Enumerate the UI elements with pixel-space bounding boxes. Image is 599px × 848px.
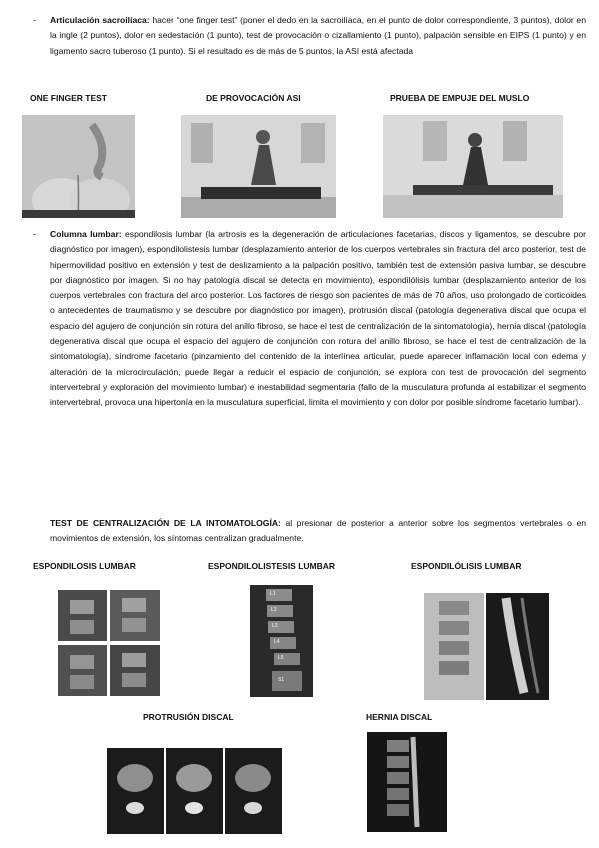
photo-empuje-muslo bbox=[383, 115, 563, 218]
vertebra-label-l5: L5 bbox=[278, 655, 284, 661]
caption-espondilolistesis: ESPONDILOLISTESIS LUMBAR bbox=[208, 561, 336, 571]
caption-protrusion-discal: PROTRUSIÓN DISCAL bbox=[143, 712, 234, 722]
centralization-lead: TEST DE CENTRALIZACIÓN DE LA INTOMATOLOGÍA: bbox=[50, 518, 281, 528]
bullet-dash: - bbox=[33, 229, 36, 239]
mri-protrusion-discal bbox=[107, 748, 282, 834]
lumbar-text: espondilosis lumbar (la artrosis es la degeneración de articulaciones facetarias, discos y ligamentos, se descubre por diagnóstico por imagen), espondilolistesis lumbar (desplazamiento anterior de los cuerpos vertebrales sin fractura del arco posterior, test de hipermovilidad positivo en extensión y test de deslizamiento a la palpación positivo, también test de extensión pasiva lumbar, se descubre por diagnóstico por imagen. Si no hay patología discal se detecta en movimiento), espondilólisis lumbar (desplazamiento anterior de los cuerpos vertebrales con fractura del arco posterior. Los factores de riesgo son pacientes de más de 70 años, uso prolongado de corticoides o antecedentes de traumatismo y se descubre por diagnóstico por imagen), protrusión discal (patología degenerativa discal que ocupa el espacio del agujero de conjunción sin rotura del anillo fibroso, se hace el test de centralización de la sintomatología), hernia discal (patología degenerativa discal que ocupa el espacio del agujero de conjunción con rotura del anillo fibroso, se hace el test de centralización de la sintomatología), síndrome facetario (pinzamiento del contenido de la interlínea articular, puede aparecer inflamación local con edema y alteración de la microcirculación, puede llegar a reducir el espacio de conjunción, se explora con test de provocación del segmento intervertebral y exploración del movimiento lumbar) e inestabilidad segmentaria (fallo de la musculatura profunda al estabilizar el segmento intervertebral, provoca una hipertonía en la musculatura superficial, limita el movimiento y con dolor por posible síndrome facetario lumbar). bbox=[50, 229, 586, 408]
photo-one-finger-test bbox=[22, 115, 135, 218]
caption-espondilosis: ESPONDILOSIS LUMBAR bbox=[33, 561, 136, 571]
xray-espondilosis bbox=[58, 590, 160, 696]
lumbar-paragraph bbox=[50, 227, 586, 411]
sacroiliac-text: hacer “one finger test” (poner el dedo en la sacroilíaca, en el punto de dolor correspondiente, 3 puntos), dolor en la ingle (2 puntos), dolor en sedestación (1 punto), test de provocación o cizallamiento (1 punto), palpación sensible en EIPS (1 punto) y en ligamento sacro tuberoso (1 punto). Si el resultado es de más de 5 puntos, la ASI está afectada bbox=[50, 15, 586, 56]
vertebra-label-l2: L2 bbox=[271, 607, 277, 613]
caption-empuje-muslo: PRUEBA DE EMPUJE DEL MUSLO bbox=[390, 93, 530, 103]
bullet-dash: - bbox=[33, 15, 36, 25]
photo-provocacion-asi bbox=[181, 115, 336, 218]
xray-espondilolistesis bbox=[250, 585, 313, 697]
mri-hernia-discal bbox=[367, 732, 447, 832]
caption-provocacion-asi: DE PROVOCACIÓN ASI bbox=[206, 93, 301, 103]
sacroiliac-lead: Articulación sacroilíaca: bbox=[50, 15, 150, 25]
vertebra-label-s1: S1 bbox=[278, 677, 285, 683]
sacroiliac-paragraph bbox=[50, 13, 586, 59]
vertebra-label-l4: L4 bbox=[274, 639, 280, 645]
caption-hernia-discal: HERNIA DISCAL bbox=[366, 712, 433, 722]
vertebra-label-l1: L1 bbox=[270, 591, 276, 597]
caption-one-finger-test: ONE FINGER TEST bbox=[30, 93, 107, 103]
vertebra-label-l3: L3 bbox=[272, 623, 278, 629]
caption-espondilolisis: ESPONDILÓLISIS LUMBAR bbox=[411, 561, 522, 571]
lumbar-lead: Columna lumbar: bbox=[50, 229, 122, 239]
centralization-paragraph bbox=[50, 516, 586, 547]
centralization-text: al presionar de posterior a anterior sobre los segmentos vertebrales o en movimientos de extensión, los síntomas centralizan gradualmente. bbox=[50, 518, 587, 544]
mri-espondilolisis bbox=[486, 593, 549, 700]
xray-espondilolisis bbox=[424, 593, 484, 700]
